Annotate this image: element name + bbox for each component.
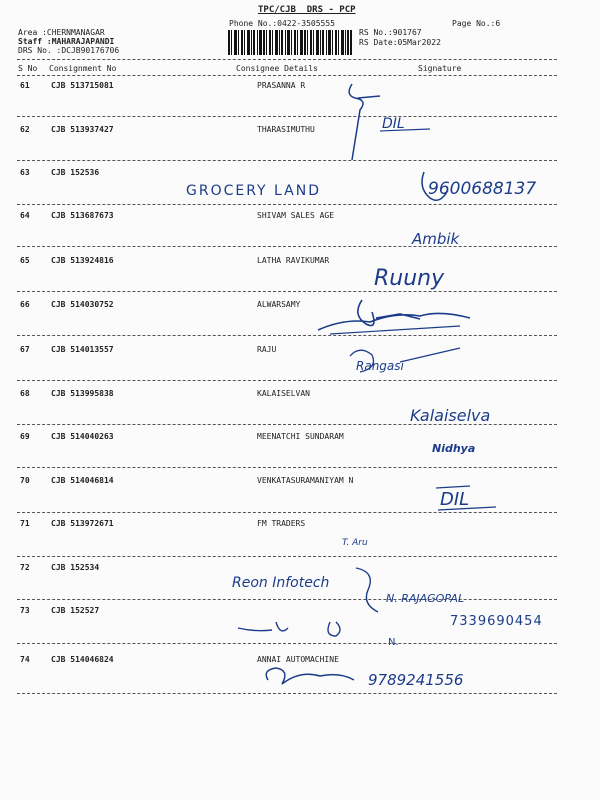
column-header-details: Consignee Details [236,64,318,73]
row-consignee: RAJU [257,345,277,354]
row-consignee: KALAISELVAN [257,389,310,398]
signature-64: Ambik [412,230,460,248]
rs-date: RS Date:05Mar2022 [359,38,441,47]
signature-stroke-73 [238,622,340,636]
row-consignment: CJB 514030752 [51,300,114,309]
row-sno: 68 [20,389,30,398]
row-consignee: ANNAI AUTOMACHINE [257,655,339,664]
signature-71: T. Aru [342,538,368,548]
drs-number: DRS No. :DCJB90176706 [18,46,120,55]
row-sno: 65 [20,256,30,265]
row-sno: 70 [20,476,30,485]
signature-62: DIL [382,116,405,132]
rs-number: RS No.:901767 [359,28,422,37]
row-consignment: CJB 513972671 [51,519,114,528]
handwritten-phone-73: 7339690454 [450,614,543,629]
row-sno: 64 [20,211,30,220]
signature-69: Nidhya [432,442,476,455]
row-sno: 73 [20,606,30,615]
row-consignment: CJB 152534 [51,563,100,572]
row-consignee: THARASIMUTHU [257,125,315,134]
row-sno: 62 [20,125,30,134]
signature-stroke-66b [330,326,460,334]
row-consignment: CJB 513924816 [51,256,114,265]
signature-67: Rangasi [356,359,404,373]
handwritten-phone-74: 9789241556 [368,671,464,689]
row-sno: 67 [20,345,30,354]
row-consignment: CJB 513687673 [51,211,114,220]
signature-stroke-74 [266,668,354,684]
bracket-stroke-72 [356,568,378,612]
column-header-sno: S No [18,64,38,73]
row-consignee: FM TRADERS [257,519,306,528]
signature-70: DIL [440,489,470,510]
row-consignee: MEENATCHI SUNDARAM [257,432,344,441]
row-consignee: LATHA RAVIKUMAR [257,256,330,265]
row-consignee: VENKATASURAMANIYAM N [257,476,354,485]
handwritten-initial-73: N. [388,637,399,648]
row-consignment: CJB 152527 [51,606,100,615]
phone-number: Phone No.:0422-3505555 [229,19,335,28]
handwritten-grocery-land: GROCERY LAND [186,183,322,199]
row-consignee: ALWARSAMY [257,300,301,309]
signature-stroke-66 [318,300,470,330]
handwritten-phone-63: 9600688137 [428,179,537,199]
document-title: TPC/CJB DRS - PCP [258,5,356,15]
row-consignee: PRASANNA R [257,81,306,90]
handwritten-name-72: N. RAJAGOPAL [386,592,465,605]
row-sno: 66 [20,300,30,309]
row-sno: 74 [20,655,30,664]
row-sno: 63 [20,168,30,177]
row-sno: 61 [20,81,30,90]
row-consignee: SHIVAM SALES AGE [257,211,335,220]
row-consignment: CJB 514040263 [51,432,114,441]
row-consignment: CJB 513937427 [51,125,114,134]
signature-65: Ruuny [374,266,445,291]
signature-stroke-61 [349,84,380,160]
page-number: Page No.:6 [452,19,501,28]
row-consignment: CJB 514046824 [51,655,114,664]
column-header-consignment: Consignment No [49,64,117,73]
staff-field: Staff :MAHARAJAPANDI [18,37,115,46]
area-field: Area :CHERNMANAGAR [18,28,105,37]
handwritten-reon-infotech: Reon Infotech [232,575,330,591]
row-consignment: CJB 514046814 [51,476,114,485]
column-header-signature: Signature [418,64,462,73]
row-sno: 72 [20,563,30,572]
row-consignment: CJB 513715081 [51,81,114,90]
row-consignment: CJB 152536 [51,168,100,177]
row-consignment: CJB 514013557 [51,345,114,354]
row-sno: 71 [20,519,30,528]
row-consignment: CJB 513995838 [51,389,114,398]
row-sno: 69 [20,432,30,441]
signature-68: Kalaiselva [410,406,491,425]
